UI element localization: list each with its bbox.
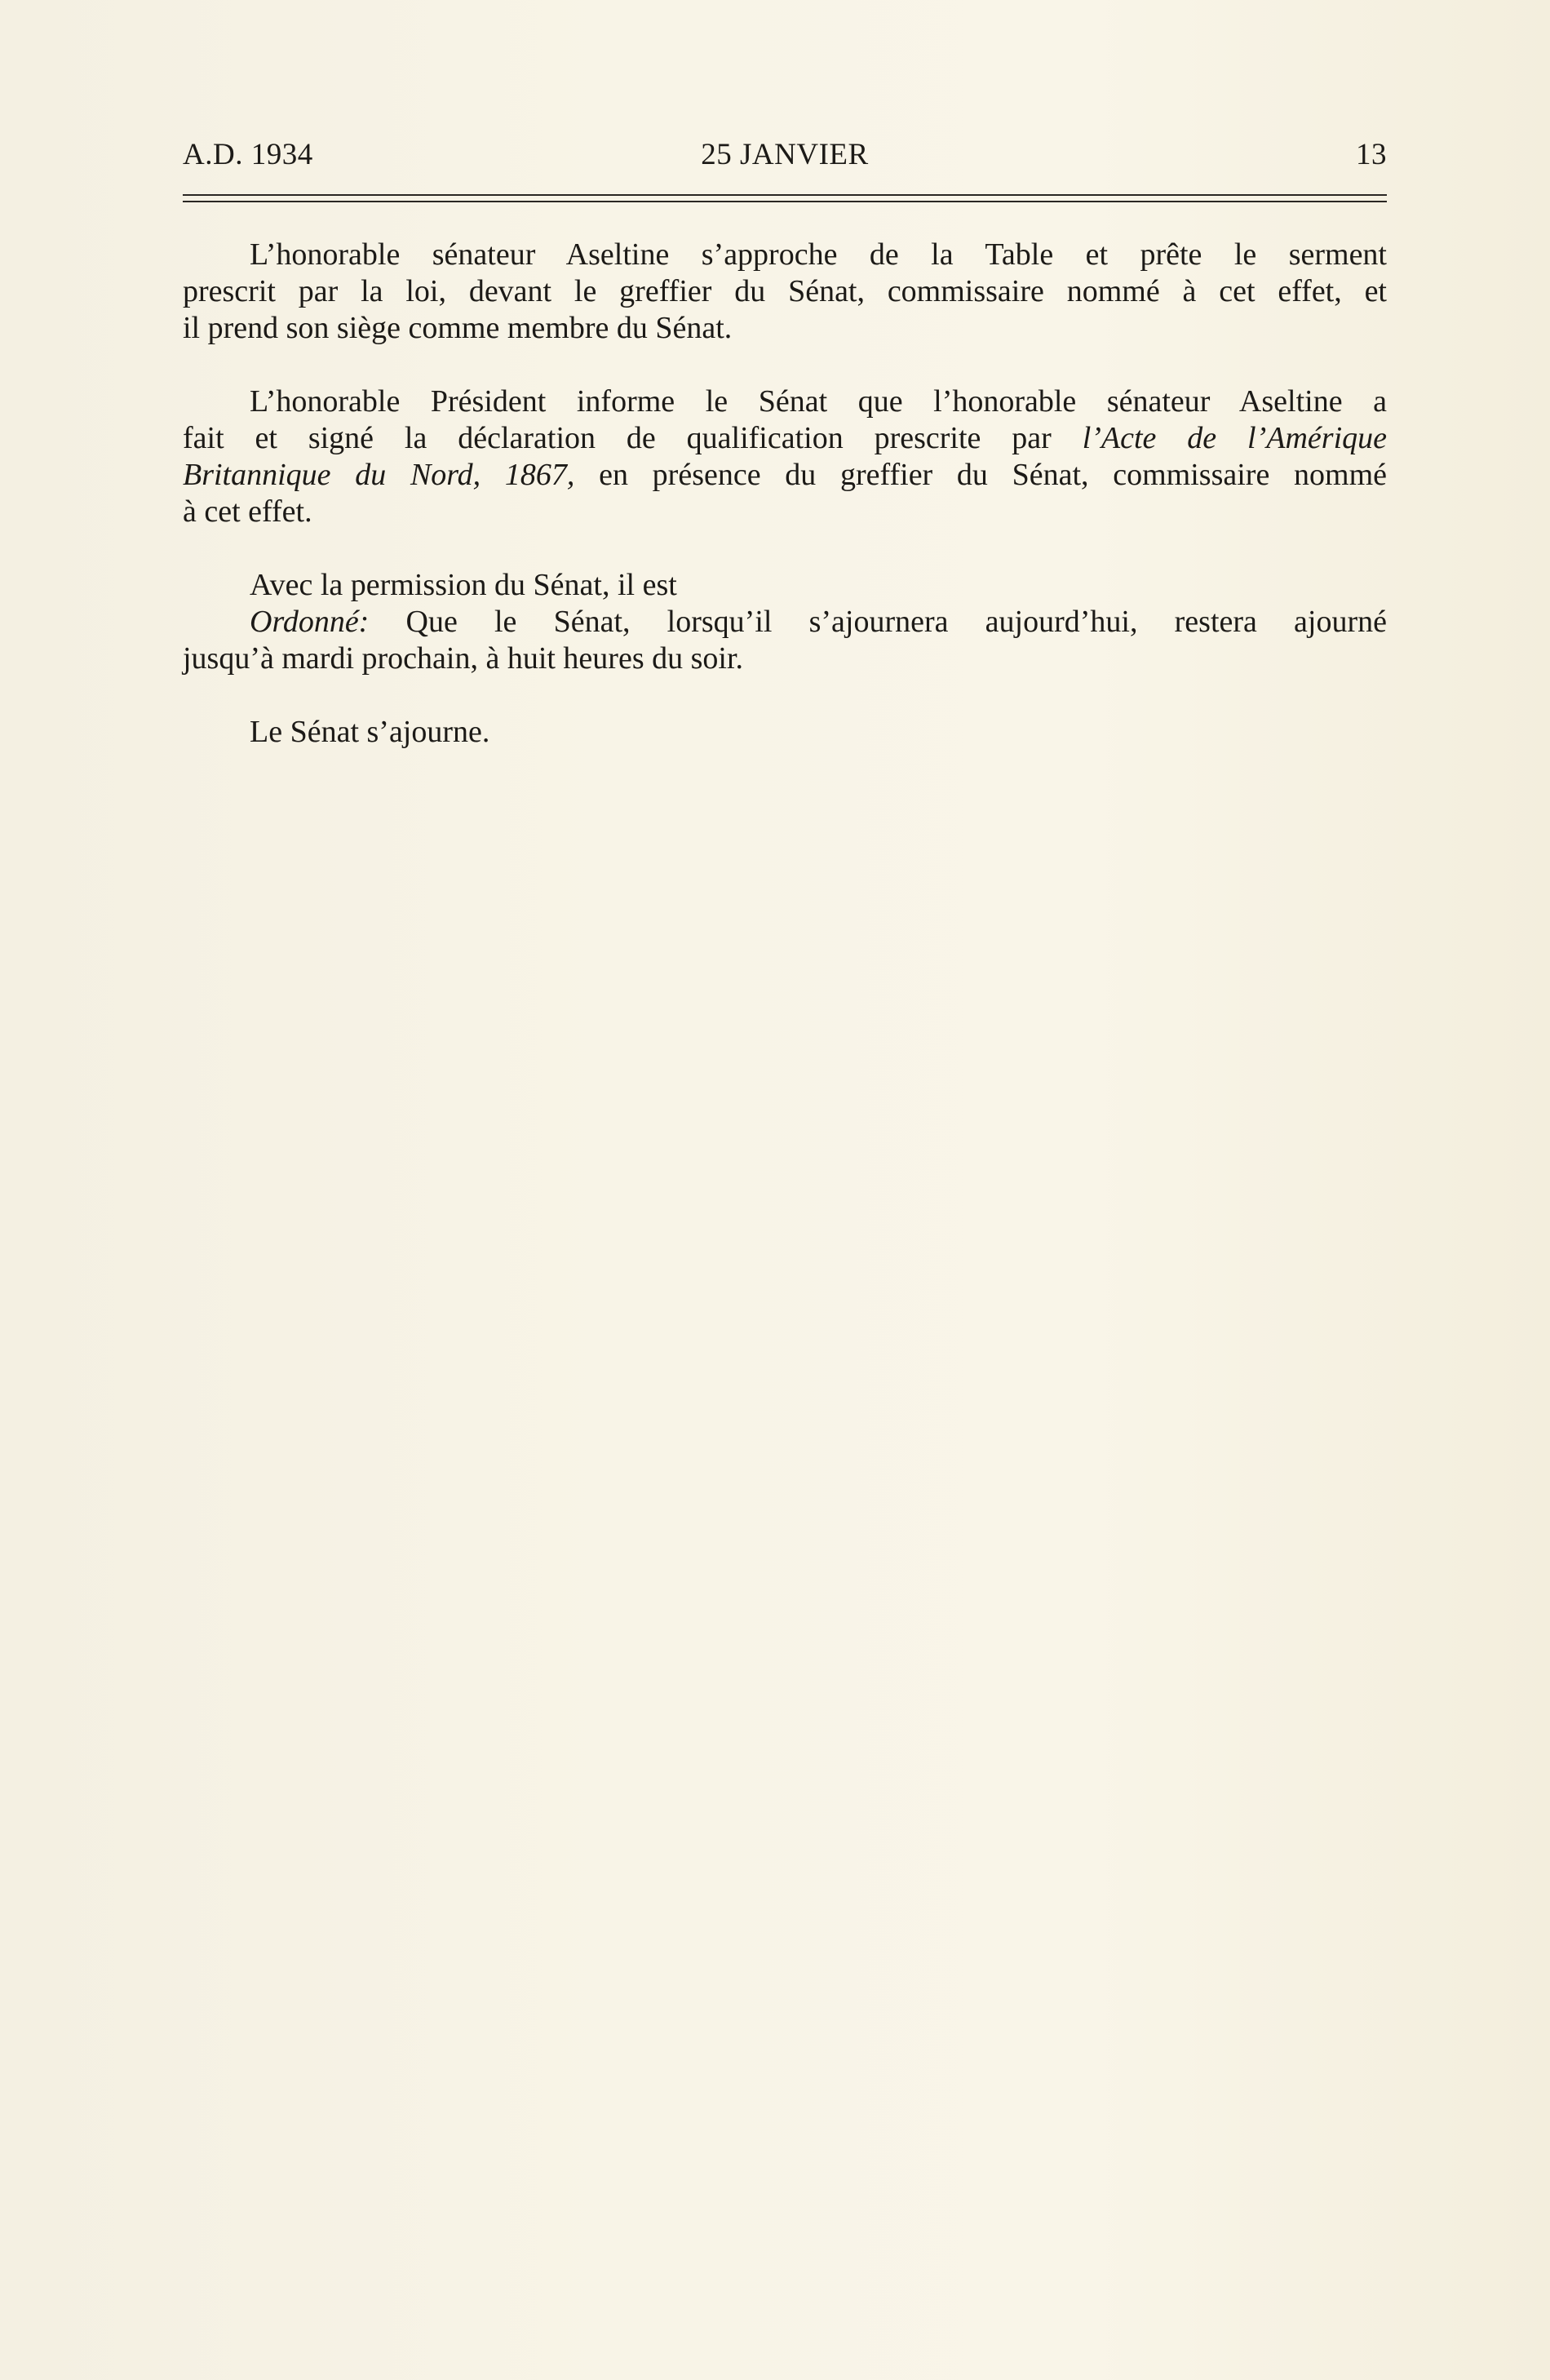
text-line: L’honorable sénateur Aseltine s’approche de la Table et prête le serment [250,237,1387,272]
header-year: A.D. 1934 [183,138,313,171]
italic-act-title: l’Acte de l’Amérique [1082,421,1387,455]
header-rule-bottom [183,201,1387,202]
text-line: à cet effet. [183,494,312,529]
text-line [183,457,1387,494]
paragraph-gap [183,347,1387,383]
text-segment: Que le Sénat, lorsqu’il s’ajournera aujourd’hui, restera ajourné [369,605,1387,639]
text-line [183,420,1387,457]
page-number: 13 [1356,138,1387,171]
italic-act-title: Britannique du Nord, 1867, [183,458,575,492]
text-line: il prend son siège comme membre du Sénat. [183,311,733,345]
text-line: Avec la permission du Sénat, il est [250,568,677,602]
paragraph-declaration [183,383,1387,530]
paragraph-oath [183,237,1387,347]
paragraph-adjourn [183,714,1387,751]
document-body [183,237,1387,751]
text-line [183,604,1387,640]
italic-ordonne: Ordonné: [250,605,370,639]
text-line: L’honorable Président informe le Sénat que l’honorable sénateur Aseltine a [250,384,1387,419]
header-date: 25 JANVIER [701,138,869,171]
text-segment: en présence du greffier du Sénat, commissaire nommé [574,458,1387,492]
header-rule-top [183,194,1387,196]
text-segment: fait et signé la déclaration de qualification prescrite par [183,421,1083,455]
text-line: jusqu’à mardi prochain, à huit heures du soir. [183,641,744,676]
paragraph-gap [183,677,1387,714]
running-header [183,137,1387,178]
text-line: Le Sénat s’ajourne. [250,715,490,749]
paragraph-order [183,567,1387,677]
paragraph-gap [183,530,1387,567]
text-line: prescrit par la loi, devant le greffier du Sénat, commissaire nommé à cet effet, et [183,274,1387,308]
